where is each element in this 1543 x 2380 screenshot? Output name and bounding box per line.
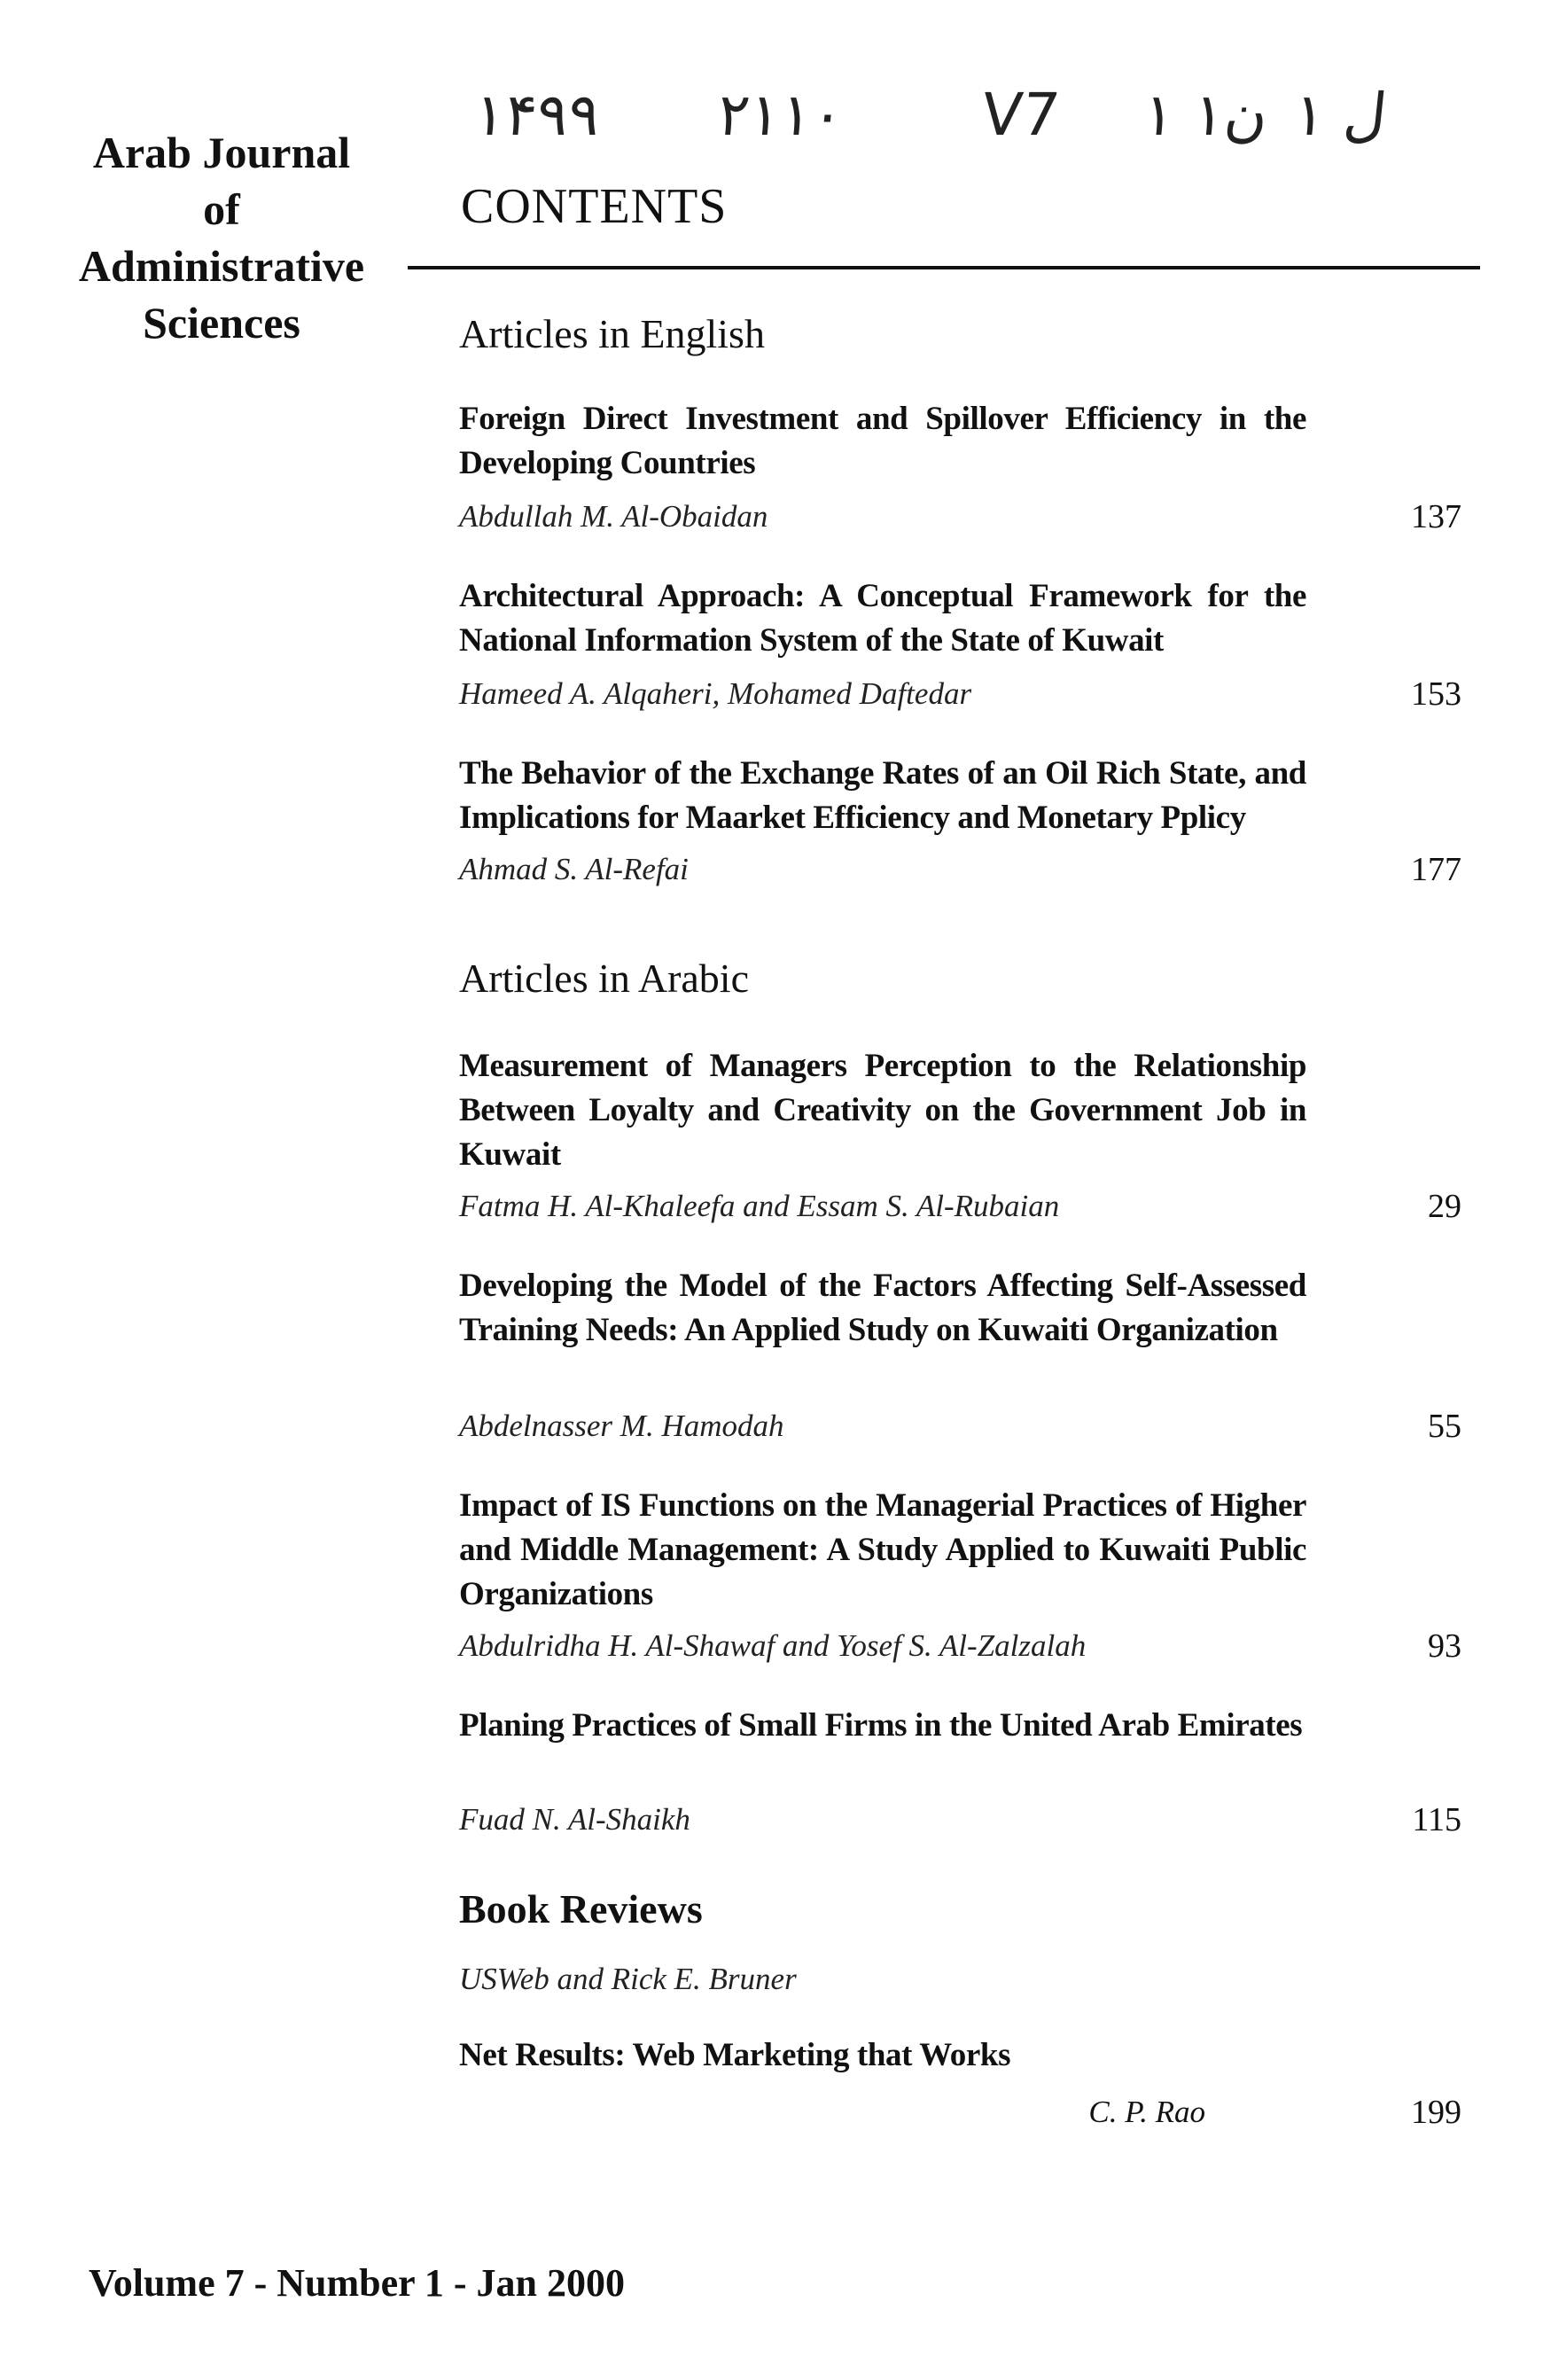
article-title: Developing the Model of the Factors Affecting Self-Assessed Training Needs: An Applied Study on Kuwaiti Organization (459, 1268, 1306, 1348)
article-authors: Abdulridha H. Al-Shawaf and Yosef S. Al-Zalzalah (459, 1628, 1087, 1663)
article-title: Impact of IS Functions on the Managerial Practices of Higher and Middle Management: A Study Applied to Kuwaiti Public Organizations (459, 1487, 1306, 1612)
section-heading-english: Articles in English (459, 311, 765, 356)
book-review-page-number: 199 (1411, 2094, 1461, 2131)
journal-name-line: Arab Journal (92, 128, 351, 177)
section-heading-arabic: Articles in Arabic (459, 956, 750, 1001)
article-page-number: 93 (1428, 1627, 1461, 1665)
article-authors: Hameed A. Alqaheri, Mohamed Daftedar (459, 676, 972, 711)
heading-divider (408, 266, 1480, 269)
article-page-number: 115 (1412, 1801, 1461, 1838)
article-page-number: 29 (1428, 1188, 1461, 1225)
article-authors: Ahmad S. Al-Refai (459, 852, 689, 886)
journal-name-line: Administrative (78, 241, 365, 291)
article-title: The Behavior of the Exchange Rates of an Oil Rich State, and Implications for Maarket Efficiency and Monetary Pplicy (459, 755, 1306, 836)
handwritten-note: ل ١ (1290, 81, 1391, 149)
article-page-number: 177 (1411, 851, 1461, 888)
handwritten-note: ١۴۹۹ (471, 81, 604, 149)
article-authors: Abdullah M. Al-Obaidan (459, 499, 768, 534)
handwritten-note: V7 (978, 81, 1064, 149)
journal-name-line: Sciences (143, 298, 300, 347)
article-authors: Fuad N. Al-Shaikh (459, 1802, 690, 1837)
handwritten-note: ٢١١٠ (714, 81, 847, 149)
contents-heading: CONTENTS (461, 179, 728, 234)
article-title: Planing Practices of Small Firms in the United Arab Emirates (459, 1707, 1303, 1744)
handwritten-note: ن١ ١ (1140, 81, 1272, 149)
journal-name-line: of (203, 184, 240, 234)
book-authors: USWeb and Rick E. Bruner (459, 1962, 797, 1996)
volume-info: Volume 7 - Number 1 - Jan 2000 (89, 2261, 626, 2305)
article-page-number: 137 (1411, 498, 1461, 535)
journal-name (62, 124, 381, 351)
article-authors: Abdelnasser M. Hamodah (459, 1408, 784, 1443)
article-title: Measurement of Managers Perception to the Relationship Between Loyalty and Creativity on the Government Job in Kuwait (459, 1048, 1306, 1173)
book-title: Net Results: Web Marketing that Works (459, 2037, 1011, 2073)
article-page-number: 55 (1428, 1408, 1461, 1445)
article-title: Architectural Approach: A Conceptual Framework for the National Information System of the State of Kuwait (459, 578, 1306, 659)
book-reviewer: C. P. Rao (1088, 2095, 1205, 2129)
article-title: Foreign Direct Investment and Spillover Efficiency in the Developing Countries (459, 401, 1306, 481)
article-page-number: 153 (1411, 675, 1461, 713)
section-heading-book-reviews: Book Reviews (459, 1886, 703, 1931)
article-authors: Fatma H. Al-Khaleefa and Essam S. Al-Rubaian (459, 1189, 1060, 1223)
